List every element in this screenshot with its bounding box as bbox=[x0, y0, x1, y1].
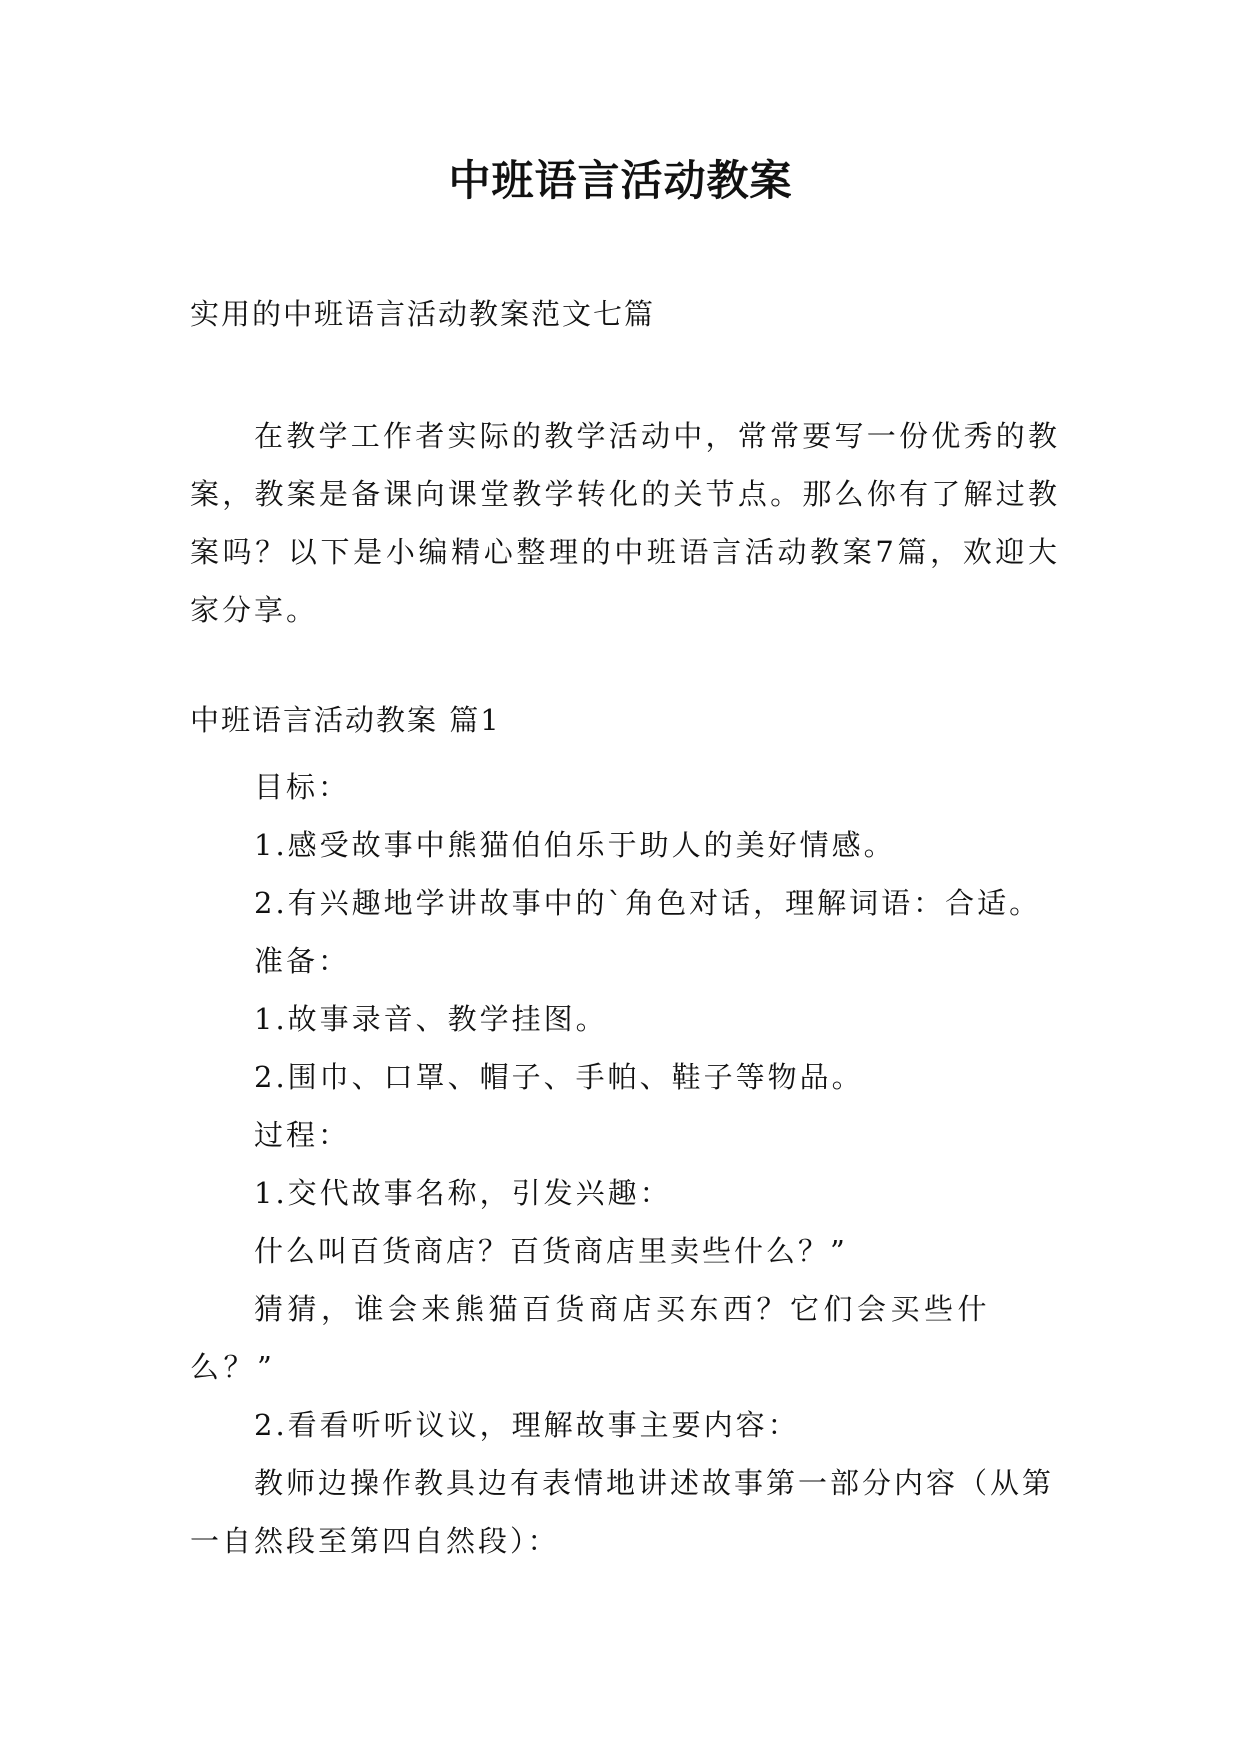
paragraph: 1.感受故事中熊猫伯伯乐于助人的美好情感。 bbox=[254, 828, 896, 862]
paragraph: 教师边操作教具边有表情地讲述故事第一部分内容（从第一自然段至第四自然段）： bbox=[190, 1466, 1055, 1558]
intro-paragraph: 在教学工作者实际的教学活动中，常常要写一份优秀的教案，教案是备课向课堂教学转化的关节点。那么你有了解过教案吗？以下是小编精心整理的中班语言活动教案7篇，欢迎大家分享。 bbox=[190, 419, 1060, 627]
paragraph: 准备： bbox=[254, 944, 351, 978]
document-title: 中班语言活动教案 bbox=[448, 156, 793, 205]
paragraph: 什么叫百货商店？百货商店里卖些什么？” bbox=[254, 1234, 848, 1268]
paragraph: 过程： bbox=[254, 1118, 351, 1152]
paragraph: 猜猜，谁会来熊猫百货商店买东西？它们会买些什么？” bbox=[190, 1292, 992, 1384]
paragraph: 2.看看听听议议，理解故事主要内容： bbox=[254, 1408, 800, 1442]
paragraph: 目标： bbox=[254, 770, 351, 804]
document-subtitle: 实用的中班语言活动教案范文七篇 bbox=[190, 297, 656, 331]
paragraph: 1.交代故事名称，引发兴趣： bbox=[254, 1176, 672, 1210]
paragraph: 2.有兴趣地学讲故事中的`角色对话，理解词语：合适。 bbox=[254, 886, 1042, 920]
section-content bbox=[190, 758, 1070, 1570]
paragraph: 2.围巾、口罩、帽子、手帕、鞋子等物品。 bbox=[254, 1060, 864, 1094]
paragraph: 1.故事录音、教学挂图。 bbox=[254, 1002, 608, 1036]
section-heading: 中班语言活动教案 篇1 bbox=[190, 703, 501, 737]
